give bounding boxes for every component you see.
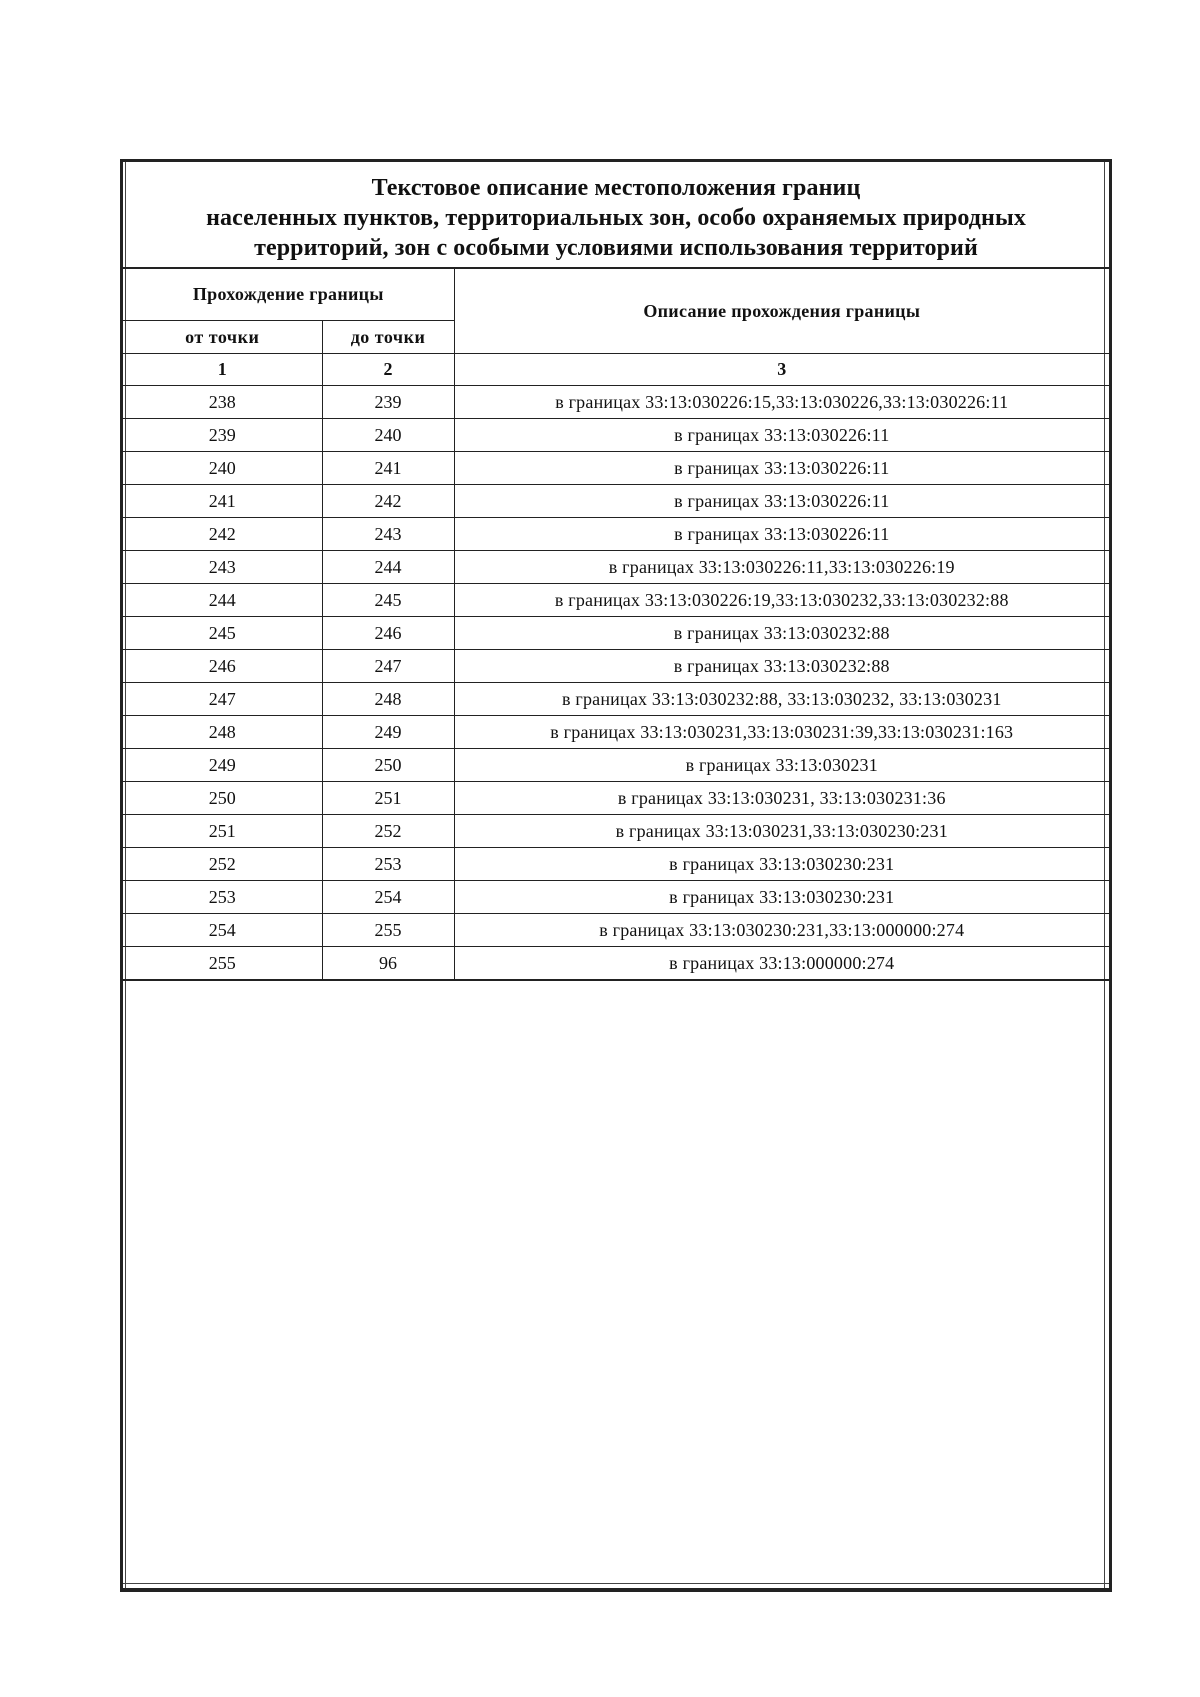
from-point-cell: 245 [123, 617, 322, 650]
table-row [123, 782, 1109, 815]
description-cell: в границах 33:13:030230:231 [454, 881, 1109, 914]
table-row [123, 683, 1109, 716]
to-point-cell: 252 [322, 815, 454, 848]
to-point-cell: 248 [322, 683, 454, 716]
description-cell: в границах 33:13:030226:11 [454, 485, 1109, 518]
table-row [123, 848, 1109, 881]
from-point-cell: 244 [123, 584, 322, 617]
to-point-cell: 245 [322, 584, 454, 617]
table-row [123, 947, 1109, 981]
description-cell: в границах 33:13:030226:11 [454, 518, 1109, 551]
from-point-cell: 246 [123, 650, 322, 683]
header-row-1 [123, 269, 1109, 321]
to-point-cell: 251 [322, 782, 454, 815]
description-cell: в границах 33:13:030230:231,33:13:000000:274 [454, 914, 1109, 947]
to-point-cell: 242 [322, 485, 454, 518]
table-row [123, 419, 1109, 452]
table-row [123, 485, 1109, 518]
from-point-cell: 250 [123, 782, 322, 815]
from-point-cell: 239 [123, 419, 322, 452]
description-cell: в границах 33:13:030230:231 [454, 848, 1109, 881]
to-point-cell: 239 [322, 386, 454, 419]
to-point-cell: 249 [322, 716, 454, 749]
description-cell: в границах 33:13:000000:274 [454, 947, 1109, 981]
from-point-cell: 243 [123, 551, 322, 584]
from-point-cell: 252 [123, 848, 322, 881]
to-point-cell: 246 [322, 617, 454, 650]
from-point-cell: 240 [123, 452, 322, 485]
description-cell: в границах 33:13:030231,33:13:030231:39,33:13:030231:163 [454, 716, 1109, 749]
from-point-cell: 248 [123, 716, 322, 749]
table-row [123, 518, 1109, 551]
table-row [123, 914, 1109, 947]
column-number-1: 1 [123, 354, 322, 386]
description-cell: в границах 33:13:030226:15,33:13:030226,33:13:030226:11 [454, 386, 1109, 419]
to-point-header: до точки [322, 321, 454, 354]
description-cell: в границах 33:13:030226:11 [454, 419, 1109, 452]
table-row [123, 584, 1109, 617]
table-row [123, 551, 1109, 584]
from-point-cell: 238 [123, 386, 322, 419]
description-cell: в границах 33:13:030231, 33:13:030231:36 [454, 782, 1109, 815]
from-point-cell: 253 [123, 881, 322, 914]
passage-header: Прохождение границы [123, 269, 454, 321]
document-title [123, 173, 1109, 263]
table-row [123, 452, 1109, 485]
column-number-2: 2 [322, 354, 454, 386]
column-number-3: 3 [454, 354, 1109, 386]
table-row [123, 650, 1109, 683]
to-point-cell: 253 [322, 848, 454, 881]
description-cell: в границах 33:13:030232:88, 33:13:030232, 33:13:030231 [454, 683, 1109, 716]
boundary-table [123, 269, 1109, 981]
to-point-cell: 243 [322, 518, 454, 551]
column-number-row [123, 354, 1109, 386]
to-point-cell: 254 [322, 881, 454, 914]
description-cell: в границах 33:13:030226:11,33:13:030226:19 [454, 551, 1109, 584]
to-point-cell: 241 [322, 452, 454, 485]
table-row [123, 881, 1109, 914]
table-row [123, 815, 1109, 848]
description-cell: в границах 33:13:030226:11 [454, 452, 1109, 485]
from-point-cell: 251 [123, 815, 322, 848]
description-cell: в границах 33:13:030231 [454, 749, 1109, 782]
to-point-cell: 250 [322, 749, 454, 782]
from-point-cell: 249 [123, 749, 322, 782]
from-point-cell: 255 [123, 947, 322, 981]
to-point-cell: 244 [322, 551, 454, 584]
document-frame [120, 159, 1112, 1592]
title-line-1: Текстовое описание местоположения границ [371, 175, 861, 201]
from-point-cell: 241 [123, 485, 322, 518]
to-point-cell: 96 [322, 947, 454, 981]
table-row [123, 386, 1109, 419]
to-point-cell: 240 [322, 419, 454, 452]
description-cell: в границах 33:13:030232:88 [454, 617, 1109, 650]
to-point-cell: 247 [322, 650, 454, 683]
to-point-cell: 255 [322, 914, 454, 947]
from-point-cell: 254 [123, 914, 322, 947]
title-line-3: территорий, зон с особыми условиями использования территорий [254, 235, 978, 261]
description-cell: в границах 33:13:030226:19,33:13:030232,33:13:030232:88 [454, 584, 1109, 617]
from-point-header: от точки [123, 321, 322, 354]
table-row [123, 716, 1109, 749]
from-point-cell: 242 [123, 518, 322, 551]
table-row [123, 617, 1109, 650]
table-row [123, 749, 1109, 782]
description-header: Описание прохождения границы [454, 269, 1109, 354]
description-cell: в границах 33:13:030231,33:13:030230:231 [454, 815, 1109, 848]
title-line-2: населенных пунктов, территориальных зон, особо охраняемых природных [206, 205, 1026, 231]
frame-inner-bottom-rule [123, 1583, 1109, 1584]
description-cell: в границах 33:13:030232:88 [454, 650, 1109, 683]
from-point-cell: 247 [123, 683, 322, 716]
